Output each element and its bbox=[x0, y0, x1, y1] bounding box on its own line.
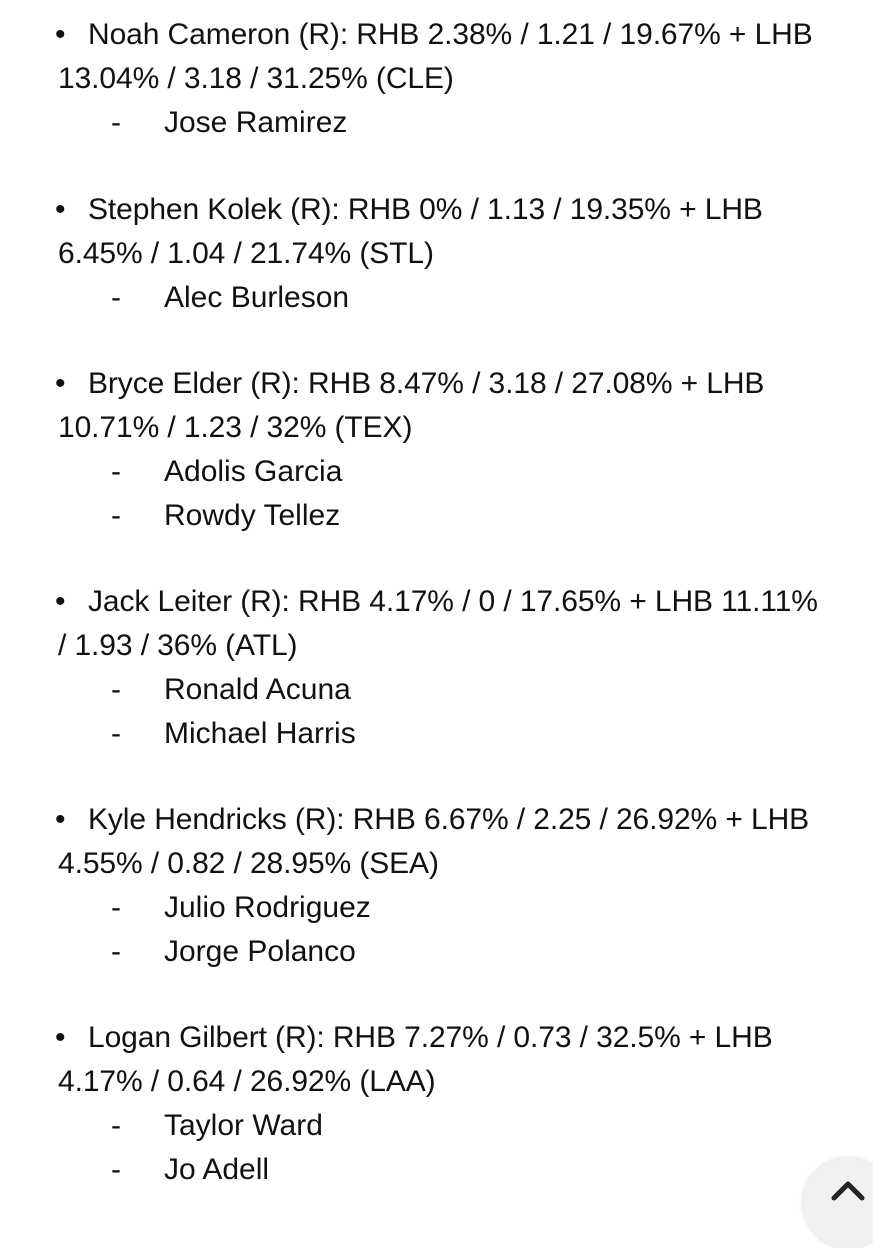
bullet-icon: • bbox=[55, 585, 66, 618]
hitter-name: Jorge Polanco bbox=[164, 934, 356, 968]
dash-icon: - bbox=[111, 455, 121, 488]
pitcher-text: Logan Gilbert (R): RHB 7.27% / 0.73 / 32.5% + LHB 4.17% / 0.64 / 26.92% (LAA) bbox=[58, 1021, 773, 1098]
dash-icon: - bbox=[111, 934, 121, 968]
list-item bbox=[0, 13, 873, 145]
list-item bbox=[0, 188, 873, 320]
hitter-name: Michael Harris bbox=[164, 716, 356, 750]
pitcher-text: Jack Leiter (R): RHB 4.17% / 0 / 17.65% + LHB 11.11% / 1.93 / 36% (ATL) bbox=[58, 585, 818, 662]
hitter-item bbox=[0, 930, 873, 974]
list-item bbox=[0, 580, 873, 755]
pitcher-text: Noah Cameron (R): RHB 2.38% / 1.21 / 19.67% + LHB 13.04% / 3.18 / 31.25% (CLE) bbox=[58, 18, 813, 95]
chevron-up-icon bbox=[830, 1178, 866, 1202]
bullet-icon: • bbox=[55, 367, 66, 400]
hitter-name: Adolis Garcia bbox=[164, 455, 343, 488]
dash-icon: - bbox=[111, 280, 121, 314]
hitter-name: Jo Adell bbox=[164, 1152, 270, 1186]
dash-icon: - bbox=[111, 716, 121, 750]
hitter-name: Rowdy Tellez bbox=[164, 498, 341, 532]
pitcher-text: Kyle Hendricks (R): RHB 6.67% / 2.25 / 26.92% + LHB 4.55% / 0.82 / 28.95% (SEA) bbox=[58, 803, 810, 880]
dash-icon: - bbox=[111, 891, 121, 924]
hitter-item bbox=[0, 668, 873, 712]
pitcher-entry bbox=[0, 798, 873, 886]
hitter-item bbox=[0, 101, 873, 145]
bullet-icon: • bbox=[55, 1021, 66, 1054]
dash-icon: - bbox=[111, 106, 121, 139]
list-item bbox=[0, 798, 873, 973]
pitcher-text: Bryce Elder (R): RHB 8.47% / 3.18 / 27.08% + LHB 10.71% / 1.23 / 32% (TEX) bbox=[58, 367, 765, 444]
hitter-item bbox=[0, 450, 873, 494]
hitter-name: Ronald Acuna bbox=[164, 673, 351, 706]
hitter-item bbox=[0, 1148, 873, 1192]
dash-icon: - bbox=[111, 498, 121, 532]
pitcher-entry bbox=[0, 362, 873, 450]
hitter-name: Taylor Ward bbox=[164, 1109, 323, 1142]
pitcher-text: Stephen Kolek (R): RHB 0% / 1.13 / 19.35% + LHB 6.45% / 1.04 / 21.74% (STL) bbox=[58, 192, 763, 270]
hitter-name: Alec Burleson bbox=[164, 280, 350, 314]
list-item bbox=[0, 362, 873, 537]
hitter-item bbox=[0, 494, 873, 538]
document-body bbox=[0, 13, 873, 1234]
pitcher-entry bbox=[0, 580, 873, 668]
dash-icon: - bbox=[111, 1109, 121, 1142]
hitter-name: Jose Ramirez bbox=[164, 106, 348, 139]
pitcher-entry bbox=[0, 1016, 873, 1104]
hitter-item bbox=[0, 1104, 873, 1148]
hitter-item bbox=[0, 276, 873, 320]
bullet-icon: • bbox=[55, 18, 66, 51]
hitter-item bbox=[0, 712, 873, 756]
list-item bbox=[0, 1016, 873, 1191]
dash-icon: - bbox=[111, 1152, 121, 1186]
dash-icon: - bbox=[111, 673, 121, 706]
bullet-icon: • bbox=[55, 192, 66, 226]
bullet-icon: • bbox=[55, 803, 66, 836]
hitter-item bbox=[0, 886, 873, 930]
hitter-name: Julio Rodriguez bbox=[164, 891, 371, 924]
pitcher-entry bbox=[0, 13, 873, 101]
pitcher-entry bbox=[0, 188, 873, 276]
